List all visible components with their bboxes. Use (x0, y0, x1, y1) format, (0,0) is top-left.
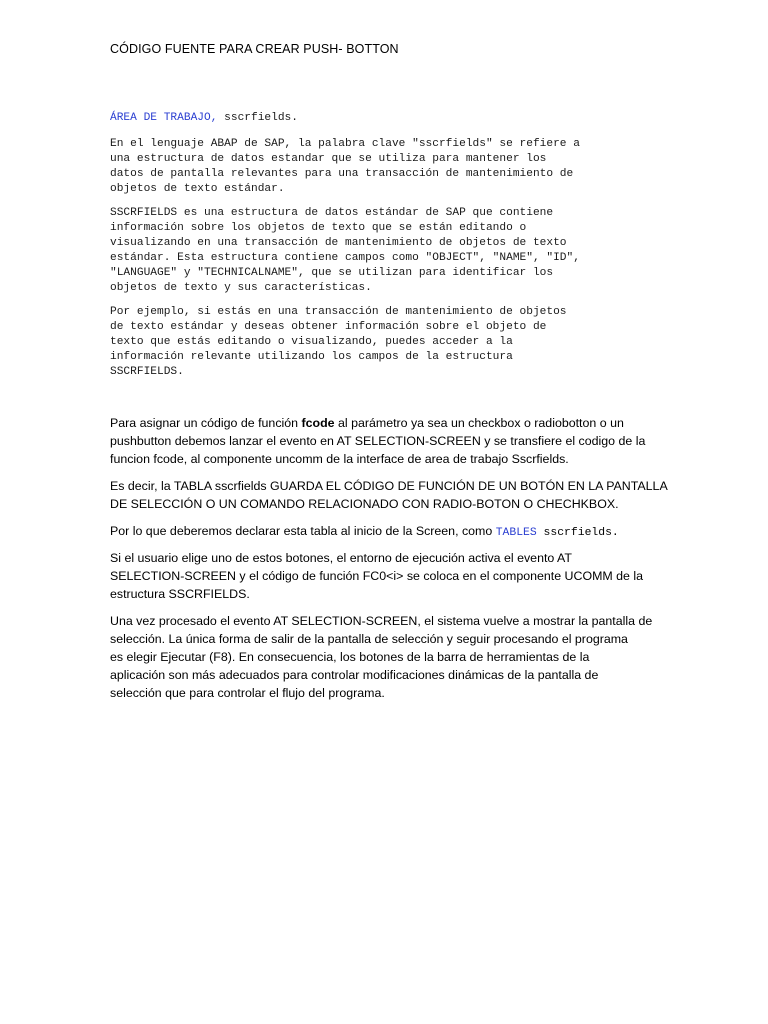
code-line: estándar. Esta estructura contiene campos como "OBJECT", "NAME", "ID", (110, 251, 580, 264)
prose-line: DE SELECCIÓN O UN COMANDO RELACIONADO CON RADIO-BOTON O CHECHKBOX. (110, 497, 619, 511)
code-heading-rest: sscrfields. (217, 112, 298, 124)
code-line: datos de pantalla relevantes para una transacción de mantenimiento de (110, 167, 574, 180)
prose-code-rest: sscrfields. (536, 527, 619, 539)
code-line: información sobre los objetos de texto que se están editando o (110, 221, 527, 234)
prose-line: Si el usuario elige uno de estos botones, el entorno de ejecución activa el evento AT (110, 551, 572, 565)
prose-line: Una vez procesado el evento AT SELECTION-SCREEN, el sistema vuelve a mostrar la pantalla de (110, 614, 653, 628)
prose-line: pushbutton debemos lanzar el evento en AT SELECTION-SCREEN y se transfiere el codigo de la (110, 434, 646, 448)
prose-line: es elegir Ejecutar (F8). En consecuencia, los botones de la barra de herramientas de la (110, 650, 590, 664)
code-line: Por ejemplo, si estás en una transacción de mantenimiento de objetos (110, 306, 567, 318)
code-line: información relevante utilizando los campos de la estructura (110, 350, 513, 363)
code-line: "LANGUAGE" y "TECHNICALNAME", que se utilizan para identificar los (110, 266, 554, 279)
prose-line: SELECTION-SCREEN y el código de función FC0<i> se coloca en el componente UCOMM de la (110, 569, 644, 583)
code-paragraph-2 (110, 206, 670, 295)
prose-line: selección. La única forma de salir de la pantalla de selección y seguir procesando el programa (110, 632, 628, 646)
code-heading-keyword: ÁREA DE TRABAJO, (110, 112, 218, 124)
prose-keyword-tables: TABLES (495, 527, 537, 539)
code-line: objetos de texto estándar. (110, 182, 285, 195)
prose-paragraph-3 (110, 522, 670, 542)
prose-paragraph-2 (110, 477, 670, 513)
code-heading (110, 111, 670, 126)
prose-line: funcion fcode, al componente uncomm de la interface de area de trabajo Sscrfields. (110, 452, 569, 466)
prose-line (110, 414, 670, 432)
prose-paragraph-5 (110, 612, 670, 702)
prose-line: estructura SSCRFIELDS. (110, 587, 250, 601)
prose-bold-fcode: fcode (301, 416, 335, 430)
prose-line: selección que para controlar el flujo del programa. (110, 686, 385, 700)
page-title: CÓDIGO FUENTE PARA CREAR PUSH- BOTTON (110, 42, 399, 56)
code-line: En el lenguaje ABAP de SAP, la palabra clave "sscrfields" se refiere a (110, 138, 580, 150)
code-line: de texto estándar y deseas obtener información sobre el objeto de (110, 320, 547, 333)
prose-text: al parámetro ya sea un checkbox o radiobotton o un (334, 416, 624, 430)
prose-paragraph-4 (110, 549, 670, 603)
code-line: texto que estás editando o visualizando, puedes acceder a la (110, 335, 513, 348)
prose-line: aplicación son más adecuados para controlar modificaciones dinámicas de la pantalla de (110, 668, 599, 682)
code-line: visualizando en una transacción de mantenimiento de objetos de texto (110, 236, 567, 249)
prose-line: Es decir, la TABLA sscrfields GUARDA EL CÓDIGO DE FUNCIÓN DE UN BOTÓN EN LA PANTALLA (110, 479, 668, 493)
code-paragraph-3 (110, 305, 670, 380)
code-line: objetos de texto y sus características. (110, 281, 372, 294)
prose-text: Por lo que deberemos declarar esta tabla al inicio de la Screen, como (110, 524, 496, 538)
prose-paragraph-1 (110, 414, 670, 468)
prose-text: Para asignar un código de función (110, 416, 302, 430)
code-line: SSCRFIELDS. (110, 365, 184, 378)
code-paragraph-1 (110, 137, 670, 197)
code-line: una estructura de datos estandar que se utiliza para mantener los (110, 152, 547, 165)
code-line: SSCRFIELDS es una estructura de datos estándar de SAP que contiene (110, 207, 554, 219)
